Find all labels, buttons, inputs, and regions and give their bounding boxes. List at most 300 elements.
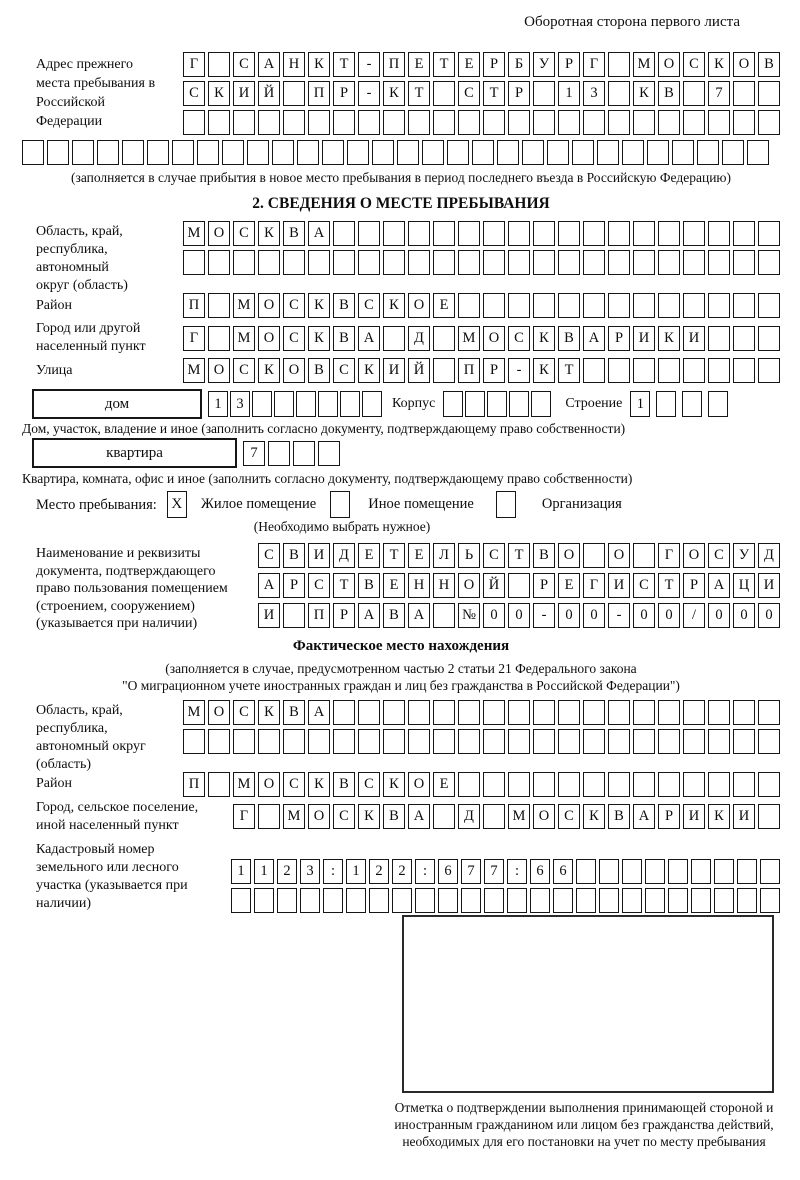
form-cell[interactable] [668,859,688,884]
form-cell[interactable] [508,772,530,797]
form-cell[interactable]: В [758,52,780,77]
form-cell[interactable]: 6 [530,859,550,884]
form-cell[interactable] [458,250,480,275]
form-cell[interactable]: К [708,804,730,829]
form-cell[interactable]: П [383,52,405,77]
zhiloe-checkbox[interactable]: X [167,491,187,518]
form-cell[interactable]: Е [408,52,430,77]
form-cell[interactable] [733,81,755,106]
organizatsiya-checkbox[interactable] [496,491,516,518]
form-cell[interactable] [714,859,734,884]
form-cell[interactable] [438,888,458,913]
form-cell[interactable] [433,603,455,628]
form-cell[interactable]: И [233,81,255,106]
form-cell[interactable]: 7 [243,441,265,466]
form-cell[interactable]: С [708,543,730,568]
form-cell[interactable]: В [283,700,305,725]
form-cell[interactable] [691,888,711,913]
form-cell[interactable]: Р [558,52,580,77]
form-cell[interactable] [682,391,702,417]
form-cell[interactable] [383,221,405,246]
form-cell[interactable] [658,110,680,135]
form-cell[interactable] [433,221,455,246]
form-cell[interactable]: О [258,293,280,318]
form-cell[interactable] [247,140,269,165]
form-cell[interactable]: № [458,603,480,628]
form-cell[interactable] [208,772,230,797]
form-cell[interactable] [760,888,780,913]
form-cell[interactable] [208,326,230,351]
form-cell[interactable]: Д [408,326,430,351]
form-cell[interactable] [268,441,290,466]
form-cell[interactable] [258,250,280,275]
form-cell[interactable] [293,441,315,466]
form-cell[interactable] [508,573,530,598]
form-cell[interactable] [533,250,555,275]
form-cell[interactable] [683,293,705,318]
form-cell[interactable]: Д [333,543,355,568]
form-cell[interactable] [433,326,455,351]
form-cell[interactable] [583,772,605,797]
form-cell[interactable]: Е [433,772,455,797]
form-cell[interactable] [383,110,405,135]
form-cell[interactable] [358,700,380,725]
form-cell[interactable] [672,140,694,165]
kvartira-box[interactable]: квартира [32,438,237,468]
form-cell[interactable]: С [508,326,530,351]
form-cell[interactable] [633,700,655,725]
form-cell[interactable]: 1 [254,859,274,884]
form-cell[interactable] [658,700,680,725]
form-cell[interactable]: А [408,804,430,829]
form-cell[interactable] [507,888,527,913]
form-cell[interactable] [531,391,551,417]
form-cell[interactable] [708,221,730,246]
form-cell[interactable] [708,358,730,383]
form-cell[interactable] [422,140,444,165]
form-cell[interactable] [483,772,505,797]
form-cell[interactable] [633,543,655,568]
form-cell[interactable]: К [258,700,280,725]
form-cell[interactable]: Р [333,81,355,106]
form-cell[interactable]: О [208,700,230,725]
form-cell[interactable] [758,110,780,135]
form-cell[interactable] [483,110,505,135]
form-cell[interactable]: А [408,603,430,628]
form-cell[interactable]: М [183,221,205,246]
form-cell[interactable]: С [483,543,505,568]
form-cell[interactable]: А [633,804,655,829]
form-cell[interactable]: 3 [230,391,250,417]
form-cell[interactable] [318,391,338,417]
form-cell[interactable] [622,140,644,165]
form-cell[interactable]: Е [433,293,455,318]
form-cell[interactable] [733,700,755,725]
form-cell[interactable] [340,391,360,417]
form-cell[interactable]: Г [658,543,680,568]
form-cell[interactable]: - [358,81,380,106]
form-cell[interactable] [458,772,480,797]
form-cell[interactable]: А [308,221,330,246]
form-cell[interactable] [252,391,272,417]
form-cell[interactable] [633,293,655,318]
form-cell[interactable] [758,221,780,246]
form-cell[interactable] [231,888,251,913]
form-cell[interactable] [461,888,481,913]
form-cell[interactable] [758,772,780,797]
form-cell[interactable]: Ц [733,573,755,598]
form-cell[interactable] [633,358,655,383]
form-cell[interactable] [558,729,580,754]
form-cell[interactable]: - [533,603,555,628]
form-cell[interactable]: Т [558,358,580,383]
form-cell[interactable] [758,729,780,754]
form-cell[interactable] [558,221,580,246]
form-cell[interactable] [553,888,573,913]
form-cell[interactable]: А [308,700,330,725]
form-cell[interactable] [558,700,580,725]
form-cell[interactable]: К [208,81,230,106]
form-cell[interactable] [758,326,780,351]
form-cell[interactable]: В [658,81,680,106]
form-cell[interactable] [708,326,730,351]
form-cell[interactable]: Т [408,81,430,106]
form-cell[interactable] [333,110,355,135]
form-cell[interactable]: П [308,81,330,106]
form-cell[interactable] [547,140,569,165]
form-cell[interactable] [508,250,530,275]
form-cell[interactable]: Р [508,81,530,106]
form-cell[interactable] [509,391,529,417]
form-cell[interactable] [633,729,655,754]
form-cell[interactable] [433,250,455,275]
form-cell[interactable]: 7 [461,859,481,884]
form-cell[interactable] [383,326,405,351]
form-cell[interactable] [308,110,330,135]
form-cell[interactable]: 0 [633,603,655,628]
form-cell[interactable] [408,729,430,754]
form-cell[interactable] [283,81,305,106]
form-cell[interactable] [258,110,280,135]
form-cell[interactable]: О [683,543,705,568]
form-cell[interactable]: 3 [300,859,320,884]
form-cell[interactable]: Й [408,358,430,383]
form-cell[interactable] [283,729,305,754]
form-cell[interactable]: Р [608,326,630,351]
form-cell[interactable] [658,772,680,797]
form-cell[interactable] [308,250,330,275]
form-cell[interactable]: 0 [583,603,605,628]
form-cell[interactable] [508,700,530,725]
form-cell[interactable] [691,859,711,884]
form-cell[interactable]: Г [183,52,205,77]
form-cell[interactable] [758,700,780,725]
form-cell[interactable]: К [308,52,330,77]
form-cell[interactable]: С [258,543,280,568]
form-cell[interactable] [433,804,455,829]
form-cell[interactable]: О [608,543,630,568]
form-cell[interactable] [599,859,619,884]
form-cell[interactable]: Н [433,573,455,598]
form-cell[interactable] [283,603,305,628]
form-cell[interactable]: В [333,293,355,318]
form-cell[interactable]: К [533,326,555,351]
form-cell[interactable]: В [608,804,630,829]
form-cell[interactable] [583,110,605,135]
form-cell[interactable] [747,140,769,165]
form-cell[interactable]: А [258,52,280,77]
form-cell[interactable] [647,140,669,165]
form-cell[interactable] [323,888,343,913]
form-cell[interactable]: М [508,804,530,829]
form-cell[interactable]: К [383,772,405,797]
form-cell[interactable]: Б [508,52,530,77]
form-cell[interactable]: О [258,326,280,351]
form-cell[interactable] [708,110,730,135]
form-cell[interactable] [522,140,544,165]
form-cell[interactable] [708,391,728,417]
form-cell[interactable]: Г [183,326,205,351]
form-cell[interactable] [760,859,780,884]
form-cell[interactable]: 2 [392,859,412,884]
form-cell[interactable] [483,700,505,725]
form-cell[interactable] [708,293,730,318]
form-cell[interactable] [683,358,705,383]
form-cell[interactable]: С [283,326,305,351]
form-cell[interactable] [597,140,619,165]
form-cell[interactable]: О [483,326,505,351]
form-cell[interactable]: Т [483,81,505,106]
form-cell[interactable]: М [458,326,480,351]
form-cell[interactable] [683,221,705,246]
form-cell[interactable]: С [683,52,705,77]
form-cell[interactable]: И [758,573,780,598]
form-cell[interactable] [197,140,219,165]
form-cell[interactable]: : [507,859,527,884]
form-cell[interactable]: С [333,804,355,829]
form-cell[interactable]: И [383,358,405,383]
form-cell[interactable]: 0 [658,603,680,628]
form-cell[interactable]: К [633,81,655,106]
form-cell[interactable] [333,250,355,275]
form-cell[interactable]: И [733,804,755,829]
form-cell[interactable] [458,221,480,246]
form-cell[interactable] [658,293,680,318]
form-cell[interactable] [172,140,194,165]
form-cell[interactable]: М [183,700,205,725]
form-cell[interactable]: С [283,293,305,318]
form-cell[interactable]: М [283,804,305,829]
inoe-checkbox[interactable] [330,491,350,518]
dom-box[interactable]: дом [32,389,202,419]
form-cell[interactable] [22,140,44,165]
form-cell[interactable] [733,772,755,797]
form-cell[interactable] [530,888,550,913]
form-cell[interactable]: О [283,358,305,383]
form-cell[interactable]: 0 [483,603,505,628]
form-cell[interactable] [572,140,594,165]
form-cell[interactable] [737,859,757,884]
form-cell[interactable] [583,250,605,275]
form-cell[interactable] [633,250,655,275]
form-cell[interactable] [658,250,680,275]
form-cell[interactable] [608,110,630,135]
form-cell[interactable] [583,358,605,383]
form-cell[interactable]: И [633,326,655,351]
form-cell[interactable] [47,140,69,165]
form-cell[interactable] [733,221,755,246]
form-cell[interactable] [608,52,630,77]
form-cell[interactable]: С [308,573,330,598]
form-cell[interactable] [576,888,596,913]
form-cell[interactable]: М [183,358,205,383]
form-cell[interactable]: О [533,804,555,829]
form-cell[interactable] [183,110,205,135]
form-cell[interactable]: В [283,543,305,568]
form-cell[interactable]: Г [583,573,605,598]
form-cell[interactable]: Е [458,52,480,77]
form-cell[interactable] [233,110,255,135]
form-cell[interactable] [383,700,405,725]
form-cell[interactable] [183,729,205,754]
form-cell[interactable]: Т [333,573,355,598]
form-cell[interactable] [576,859,596,884]
form-cell[interactable]: И [258,603,280,628]
form-cell[interactable]: А [358,326,380,351]
form-cell[interactable] [758,358,780,383]
form-cell[interactable] [608,729,630,754]
form-cell[interactable]: О [658,52,680,77]
form-cell[interactable]: 6 [438,859,458,884]
form-cell[interactable]: 1 [208,391,228,417]
form-cell[interactable] [558,772,580,797]
form-cell[interactable]: Н [408,573,430,598]
form-cell[interactable] [458,293,480,318]
form-cell[interactable] [122,140,144,165]
form-cell[interactable] [369,888,389,913]
form-cell[interactable] [433,110,455,135]
form-cell[interactable] [733,729,755,754]
form-cell[interactable]: 3 [583,81,605,106]
form-cell[interactable] [608,81,630,106]
form-cell[interactable] [183,250,205,275]
form-cell[interactable] [372,140,394,165]
form-cell[interactable] [608,358,630,383]
form-cell[interactable] [533,221,555,246]
form-cell[interactable] [383,250,405,275]
form-cell[interactable] [208,250,230,275]
form-cell[interactable] [633,772,655,797]
form-cell[interactable]: Л [433,543,455,568]
form-cell[interactable] [433,729,455,754]
form-cell[interactable]: К [258,358,280,383]
form-cell[interactable]: 2 [369,859,389,884]
form-cell[interactable]: Р [658,804,680,829]
form-cell[interactable]: Ь [458,543,480,568]
form-cell[interactable] [483,293,505,318]
form-cell[interactable] [358,729,380,754]
form-cell[interactable]: У [733,543,755,568]
form-cell[interactable] [558,110,580,135]
form-cell[interactable] [683,729,705,754]
form-cell[interactable] [274,391,294,417]
form-cell[interactable]: : [323,859,343,884]
form-cell[interactable]: О [258,772,280,797]
form-cell[interactable]: Т [333,52,355,77]
form-cell[interactable] [533,729,555,754]
form-cell[interactable] [683,250,705,275]
form-cell[interactable] [533,81,555,106]
form-cell[interactable] [147,140,169,165]
form-cell[interactable] [758,250,780,275]
form-cell[interactable] [347,140,369,165]
form-cell[interactable]: 7 [484,859,504,884]
form-cell[interactable]: П [308,603,330,628]
form-cell[interactable]: И [608,573,630,598]
form-cell[interactable] [483,221,505,246]
form-cell[interactable]: О [408,772,430,797]
form-cell[interactable] [583,221,605,246]
form-cell[interactable]: У [533,52,555,77]
form-cell[interactable]: А [708,573,730,598]
form-cell[interactable]: К [658,326,680,351]
form-cell[interactable] [708,250,730,275]
form-cell[interactable] [645,888,665,913]
form-cell[interactable]: Й [258,81,280,106]
form-cell[interactable] [254,888,274,913]
form-cell[interactable]: О [558,543,580,568]
form-cell[interactable]: С [183,81,205,106]
form-cell[interactable] [333,729,355,754]
form-cell[interactable]: Т [383,543,405,568]
form-cell[interactable] [72,140,94,165]
form-cell[interactable] [758,804,780,829]
form-cell[interactable]: 1 [630,391,650,417]
form-cell[interactable] [447,140,469,165]
form-cell[interactable]: А [258,573,280,598]
form-cell[interactable] [408,110,430,135]
form-cell[interactable] [683,772,705,797]
form-cell[interactable] [608,221,630,246]
form-cell[interactable] [465,391,485,417]
form-cell[interactable]: О [408,293,430,318]
form-cell[interactable]: Д [458,804,480,829]
form-cell[interactable] [583,700,605,725]
form-cell[interactable] [208,110,230,135]
form-cell[interactable] [333,700,355,725]
form-cell[interactable]: С [233,52,255,77]
form-cell[interactable] [599,888,619,913]
form-cell[interactable]: Р [483,52,505,77]
form-cell[interactable] [733,110,755,135]
form-cell[interactable] [758,293,780,318]
form-cell[interactable]: В [333,772,355,797]
form-cell[interactable]: П [458,358,480,383]
form-cell[interactable] [308,729,330,754]
form-cell[interactable]: - [358,52,380,77]
form-cell[interactable]: 1 [346,859,366,884]
form-cell[interactable] [583,543,605,568]
form-cell[interactable] [733,293,755,318]
form-cell[interactable]: К [258,221,280,246]
form-cell[interactable]: Е [383,573,405,598]
form-cell[interactable] [683,81,705,106]
form-cell[interactable]: Е [358,543,380,568]
form-cell[interactable] [433,700,455,725]
form-cell[interactable] [558,293,580,318]
form-cell[interactable]: О [458,573,480,598]
form-cell[interactable] [658,729,680,754]
